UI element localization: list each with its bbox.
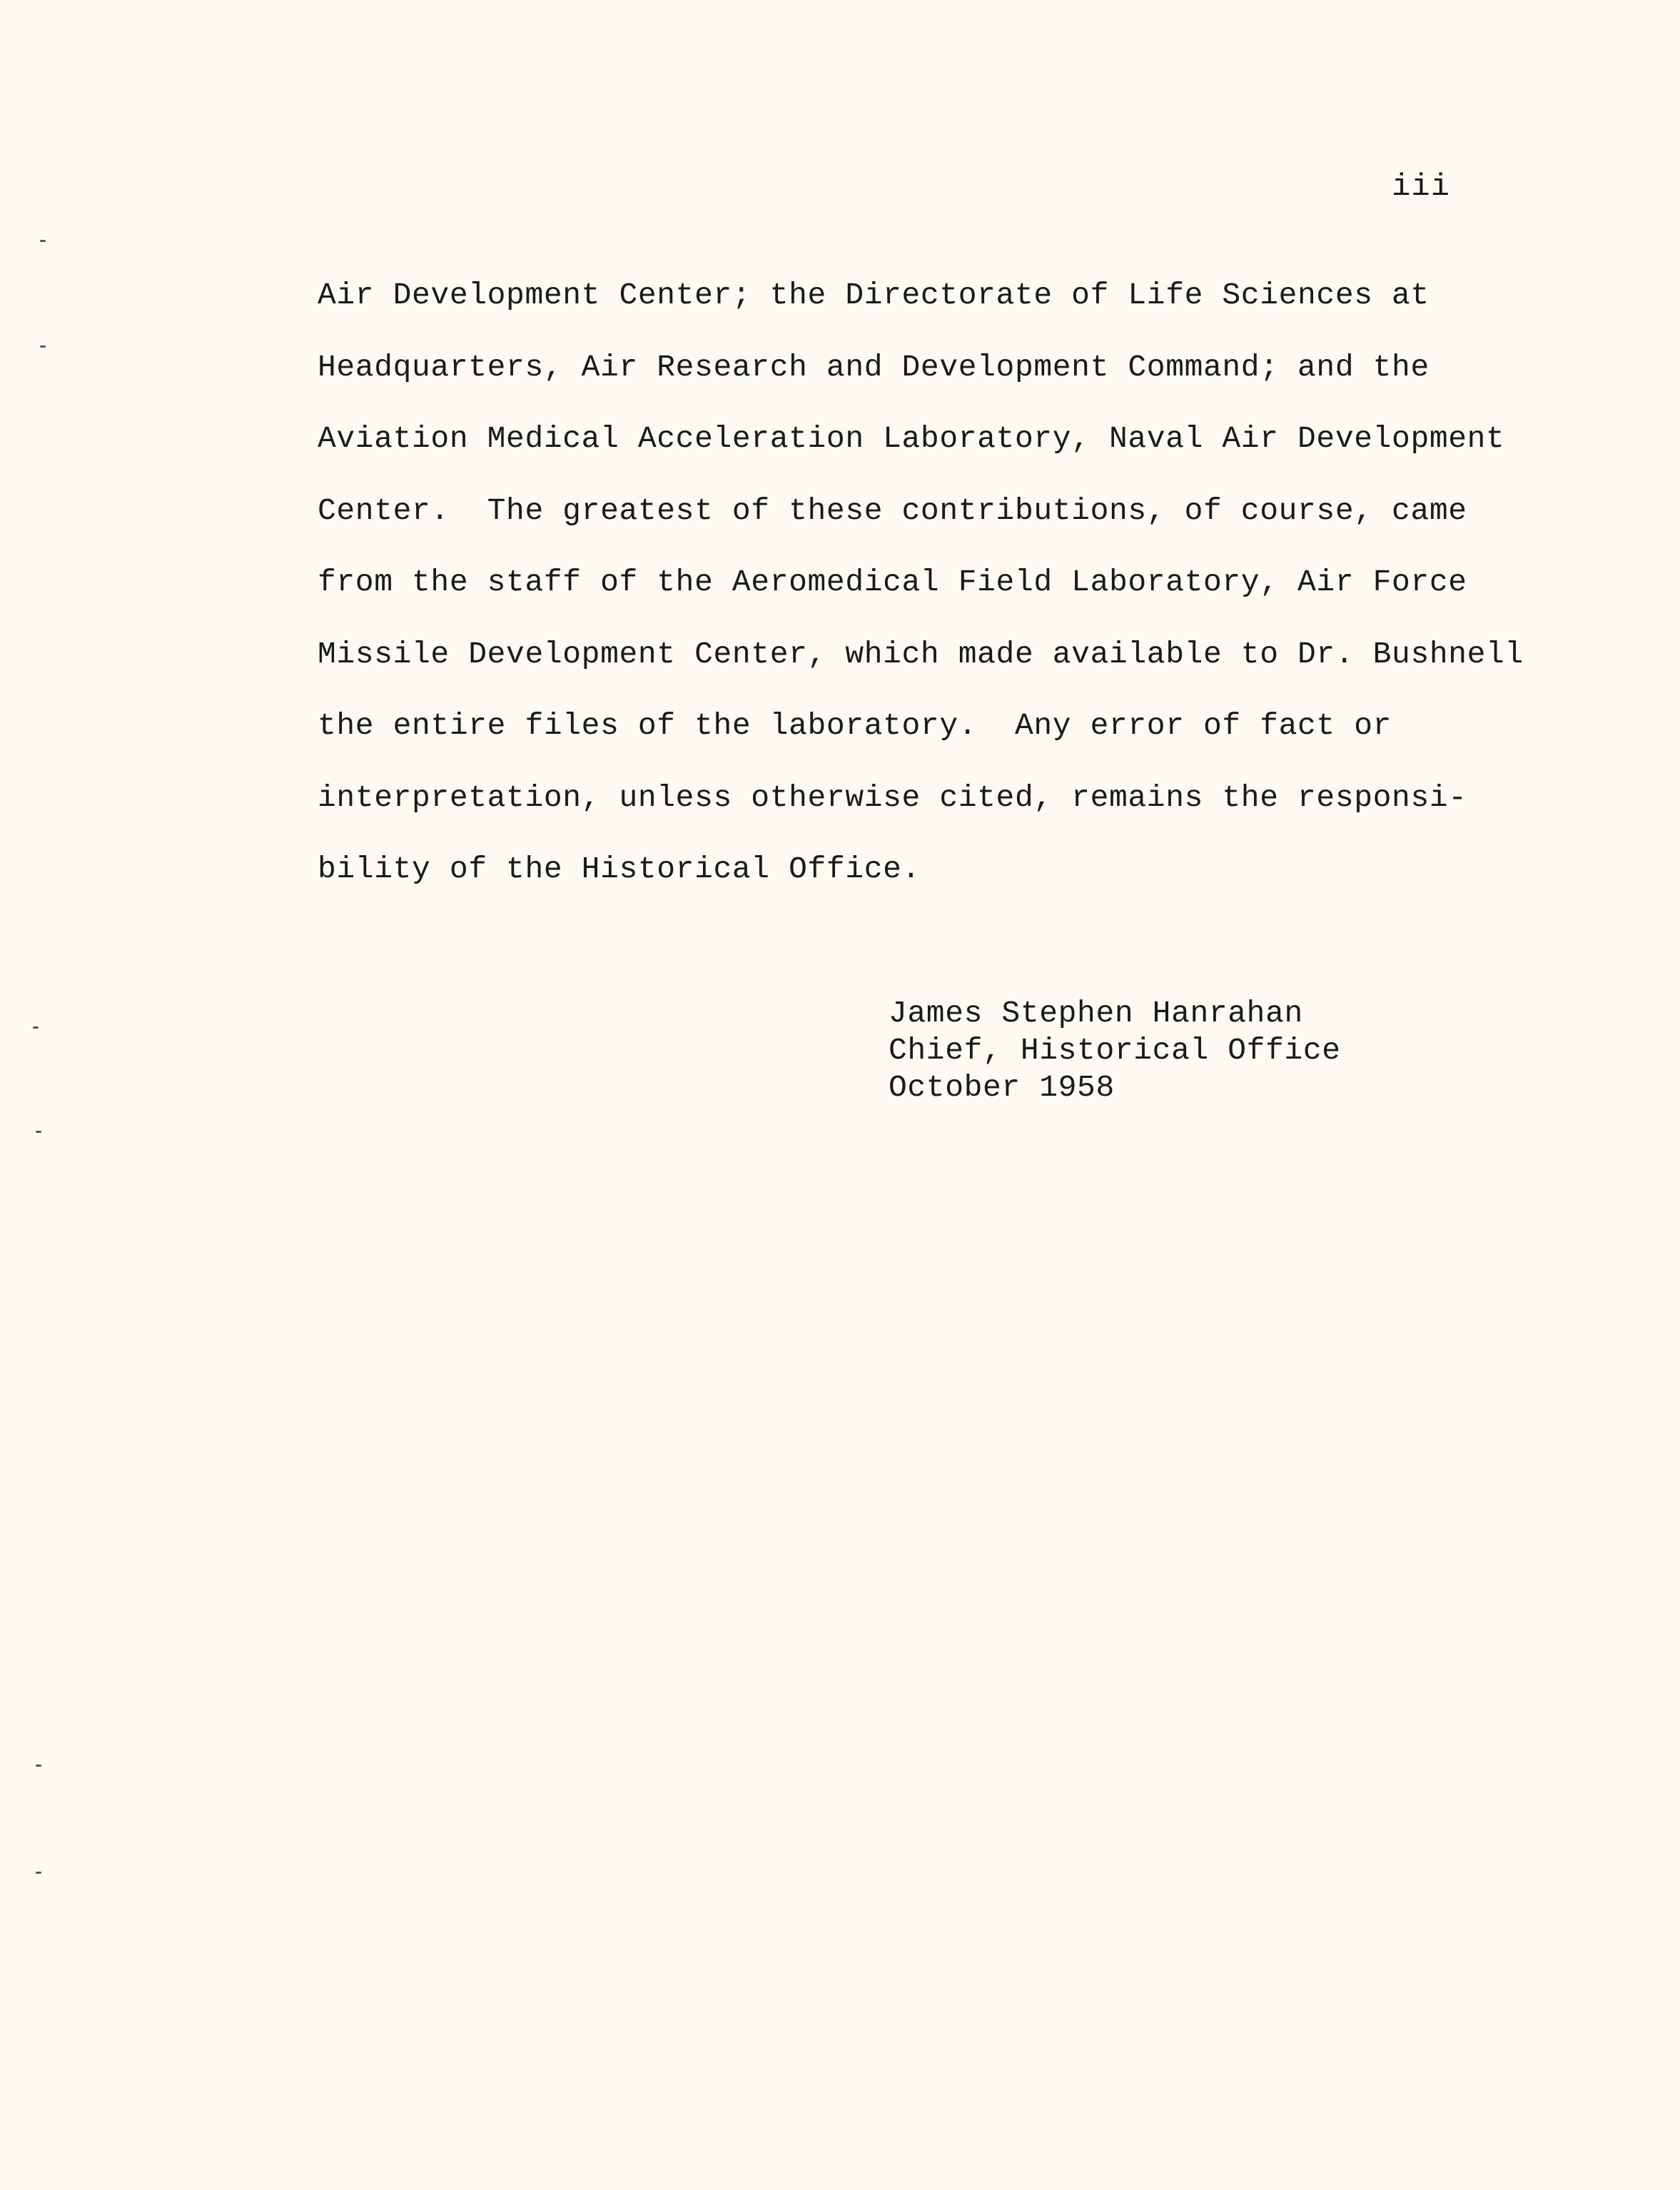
body-line: bility of the Historical Office.: [318, 852, 921, 887]
body-line: interpretation, unless otherwise cited, remains the responsi-: [318, 779, 1467, 815]
scan-mark: [36, 1872, 41, 1874]
signature-name: James Stephen Hanrahan: [889, 996, 1303, 1031]
body-paragraph: [318, 277, 1524, 923]
scan-mark: [36, 1131, 41, 1133]
page-number: iii: [1392, 169, 1451, 205]
scan-mark: [36, 1765, 41, 1767]
body-line: Aviation Medical Acceleration Laboratory, Naval Air Development: [318, 421, 1505, 456]
scan-mark: [40, 345, 46, 348]
body-line: from the staff of the Aeromedical Field Laboratory, Air Force: [318, 565, 1467, 600]
body-line: Center. The greatest of these contributions, of course, came: [318, 493, 1467, 528]
body-line: Air Development Center; the Directorate of Life Sciences at: [318, 278, 1429, 313]
body-line: Headquarters, Air Research and Development Command; and the: [318, 349, 1429, 385]
scan-mark: [33, 1026, 39, 1029]
body-line: the entire files of the laboratory. Any error of fact or: [318, 708, 1392, 743]
scan-mark: [40, 240, 46, 242]
signature-block: [889, 995, 1388, 1106]
signature-title: Chief, Historical Office: [889, 1033, 1341, 1068]
signature-date: October 1958: [889, 1070, 1115, 1105]
body-line: Missile Development Center, which made available to Dr. Bushnell: [318, 636, 1524, 672]
